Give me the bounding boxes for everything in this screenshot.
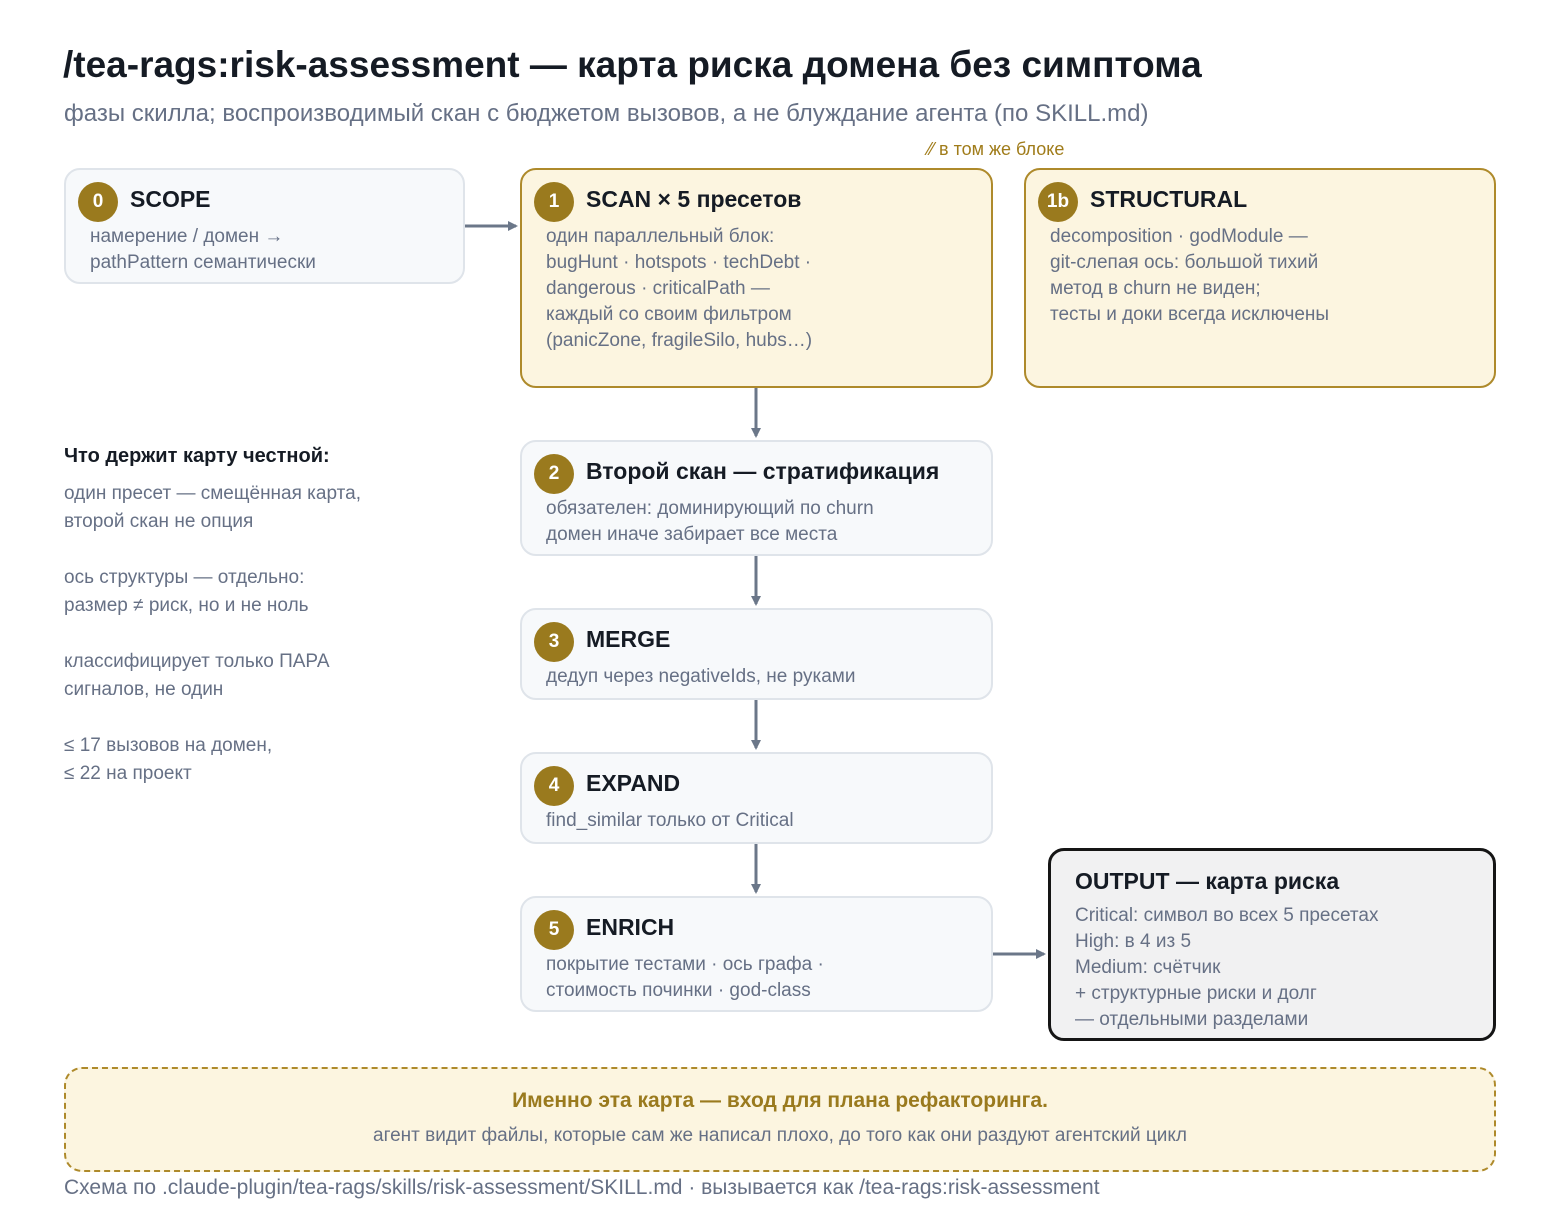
- phase-badge: 3: [534, 622, 574, 662]
- phase-line: один параллельный блок:: [546, 226, 775, 247]
- phase-line: домен иначе забирает все места: [546, 524, 838, 545]
- conclusion-callout: [64, 1067, 1496, 1172]
- phase-line: покрытие тестами · ось графа ·: [546, 954, 824, 975]
- honesty-line: [64, 536, 361, 564]
- output-line: High: в 4 из 5: [1075, 931, 1192, 952]
- phase-badge: 1: [534, 182, 574, 222]
- phase-expand: [520, 752, 993, 844]
- phase-stratification: [520, 440, 993, 556]
- phase-line: find_similar только от Critical: [546, 810, 794, 831]
- honesty-line: второй скан не опция: [64, 511, 254, 532]
- output-line: + структурные риски и долг: [1075, 983, 1317, 1004]
- phase-merge: [520, 608, 993, 700]
- phase-line: bugHunt · hotspots · techDebt ·: [546, 252, 812, 273]
- output-line: Critical: символ во всех 5 пресетах: [1075, 905, 1379, 926]
- output-risk-map: [1048, 848, 1496, 1041]
- phase-line: git-слепая ось: большой тихий: [1050, 252, 1319, 273]
- phase-line: обязателен: доминирующий по churn: [546, 498, 874, 519]
- phase-line: dangerous · criticalPath —: [546, 278, 770, 299]
- honesty-line: один пресет — смещённая карта,: [64, 483, 361, 504]
- phase-line: decomposition · godModule —: [1050, 226, 1308, 247]
- phase-title: MERGE: [586, 626, 671, 652]
- phase-badge: 0: [78, 182, 118, 222]
- phase-line: дедуп через negativeIds, не руками: [546, 666, 856, 687]
- phase-line: (panicZone, fragileSilo, hubs…): [546, 330, 813, 351]
- phase-scan: [520, 168, 993, 388]
- phase-title: Второй скан — стратификация: [586, 458, 940, 484]
- honesty-line: классифицирует только ПАРА: [64, 651, 330, 672]
- phase-line: стоимость починки · god-class: [546, 980, 811, 1001]
- output-line: — отдельными разделами: [1075, 1009, 1309, 1030]
- honesty-line: ≤ 17 вызовов на домен,: [64, 735, 273, 756]
- honesty-list: [64, 480, 361, 788]
- honesty-line: [64, 704, 361, 732]
- output-title: OUTPUT — карта риска: [1075, 868, 1340, 894]
- footer-source: Схема по .claude-plugin/tea-rags/skills/risk-assessment/SKILL.md · вызывается как /tea-rags:risk-assessment: [64, 1176, 1100, 1199]
- conclusion-title: Именно эта карта — вход для плана рефакторинга.: [512, 1089, 1048, 1112]
- honesty-line: размер ≠ риск, но и не ноль: [64, 595, 309, 616]
- phase-line: метод в churn не виден;: [1050, 278, 1261, 299]
- phase-title: STRUCTURAL: [1090, 186, 1248, 212]
- phase-title: EXPAND: [586, 770, 681, 796]
- phase-structural: [1024, 168, 1496, 388]
- honesty-heading: Что держит карту честной:: [64, 445, 330, 467]
- phase-badge: 2: [534, 454, 574, 494]
- phase-line: тесты и доки всегда исключены: [1050, 304, 1330, 325]
- phase-title: SCOPE: [130, 186, 211, 212]
- honesty-line: сигналов, не один: [64, 679, 224, 700]
- phase-line: pathPattern семантически: [90, 252, 316, 273]
- phase-enrich: [520, 896, 993, 1012]
- page-title: /tea-rags:risk-assessment — карта риска домена без симптома: [63, 44, 1202, 85]
- phase-badge: 4: [534, 766, 574, 806]
- phase-title: ENRICH: [586, 914, 675, 940]
- output-line: Medium: счётчик: [1075, 957, 1221, 978]
- honesty-line: ≤ 22 на проект: [64, 763, 192, 784]
- phase-title: SCAN × 5 пресетов: [586, 186, 802, 212]
- phase-scope: [64, 168, 465, 284]
- same-block-note: ⁄⁄ в том же блоке: [928, 139, 1065, 159]
- conclusion-text: агент видит файлы, которые сам же написал плохо, до того как они раздуют агентский цикл: [373, 1125, 1187, 1146]
- phase-badge: 1b: [1038, 182, 1078, 222]
- phase-badge: 5: [534, 910, 574, 950]
- phase-line: каждый со своим фильтром: [546, 304, 792, 325]
- honesty-line: ось структуры — отдельно:: [64, 567, 305, 588]
- honesty-line: [64, 620, 361, 648]
- page-subtitle: фазы скилла; воспроизводимый скан с бюджетом вызовов, а не блуждание агента (по SKILL.md): [64, 100, 1149, 127]
- phase-line: намерение / домен →: [90, 226, 284, 247]
